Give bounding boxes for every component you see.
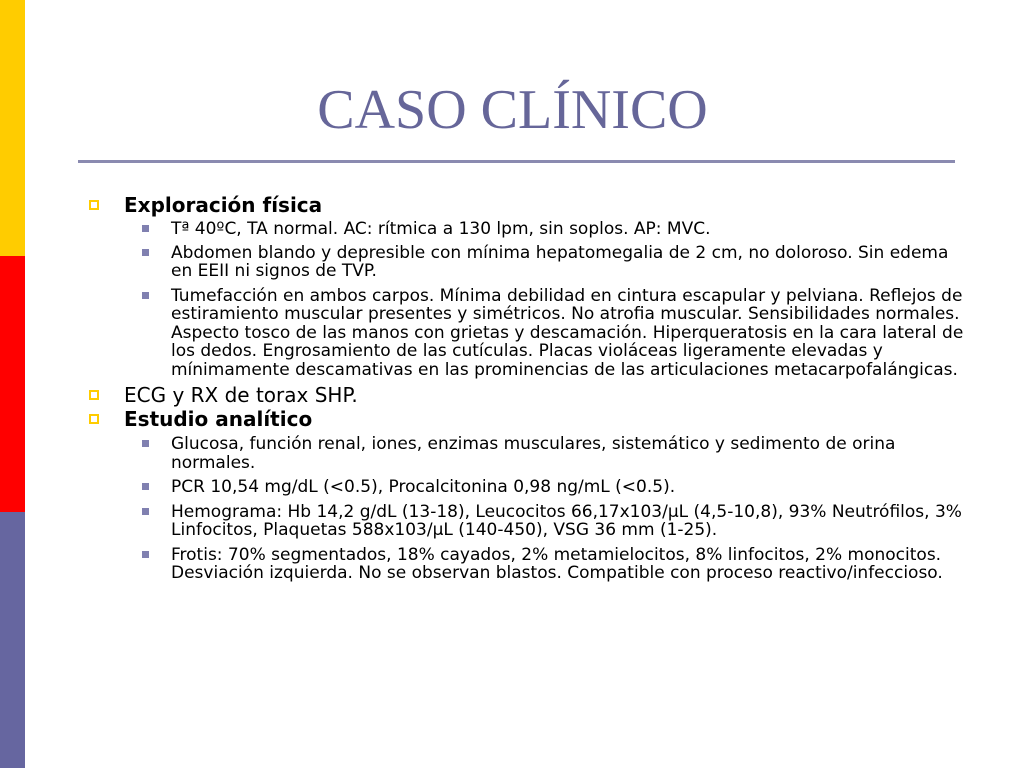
section-estudio xyxy=(88,407,968,431)
list-item-text: Glucosa, función renal, iones, enzimas musculares, sistemático y sedimento de orina normales. xyxy=(171,434,896,473)
list-item xyxy=(88,244,968,281)
list-item xyxy=(88,546,968,583)
side-bar-purple xyxy=(0,512,25,768)
title-divider xyxy=(78,160,955,163)
section-exploracion xyxy=(88,193,968,217)
bullet-icon xyxy=(142,249,149,256)
slide-content xyxy=(88,193,968,583)
square-bullet-icon xyxy=(89,414,99,424)
section-heading: ECG y RX de torax SHP. xyxy=(124,383,358,407)
bullet-icon xyxy=(142,483,149,490)
list-item-text: PCR 10,54 mg/dL (<0.5), Procalcitonina 0,98 ng/mL (<0.5). xyxy=(171,477,676,497)
side-color-bar xyxy=(0,0,25,768)
bullet-icon xyxy=(142,551,149,558)
section-ecg xyxy=(88,383,968,407)
list-item-text: Hemograma: Hb 14,2 g/dL (13-18), Leucocitos 66,17x103/µL (4,5-10,8), 93% Neutrófilos, 3% Linfocitos, Plaquetas 588x103/µL (140-450), VSG 36 mm (1-25). xyxy=(171,501,962,540)
list-item-text: Abdomen blando y depresible con mínima hepatomegalia de 2 cm, no doloroso. Sin edema en EEII ni signos de TVP. xyxy=(171,242,949,281)
list-item-text: Tª 40ºC, TA normal. AC: rítmica a 130 lpm, sin soplos. AP: MVC. xyxy=(171,219,711,239)
bullet-icon xyxy=(142,225,149,232)
slide-title: CASO CLÍNICO xyxy=(317,79,708,141)
side-bar-red xyxy=(0,256,25,512)
bullet-icon xyxy=(142,440,149,447)
list-item xyxy=(88,435,968,472)
list-item xyxy=(88,220,968,239)
section-heading: Estudio analítico xyxy=(124,407,313,431)
list-item xyxy=(88,503,968,540)
list-item-text: Tumefacción en ambos carpos. Mínima debilidad en cintura escapular y pelviana. Reflejos de estiramiento muscular presentes y simétricos. No atrofia muscular. Sensibilidades normales. Aspecto tosco de las manos con grietas y descamación. Hiperqueratosis en la cara lateral de los dedos. Engrosamiento de las cutículas. Placas violáceas ligeramente elevadas y mínimamente descamativas en las prominencias de las articulaciones metacarpofalángicas. xyxy=(171,285,964,380)
section-heading: Exploración física xyxy=(124,193,323,217)
list-item xyxy=(88,478,968,497)
square-bullet-icon xyxy=(89,390,99,400)
side-bar-yellow xyxy=(0,0,25,256)
bullet-icon xyxy=(142,508,149,515)
square-bullet-icon xyxy=(89,200,99,210)
list-item xyxy=(88,287,968,380)
list-item-text: Frotis: 70% segmentados, 18% cayados, 2% metamielocitos, 8% linfocitos, 2% monocitos. Desviación izquierda. No se observan blastos. Compatible con proceso reactivo/infeccioso. xyxy=(171,544,943,583)
bullet-icon xyxy=(142,292,149,299)
